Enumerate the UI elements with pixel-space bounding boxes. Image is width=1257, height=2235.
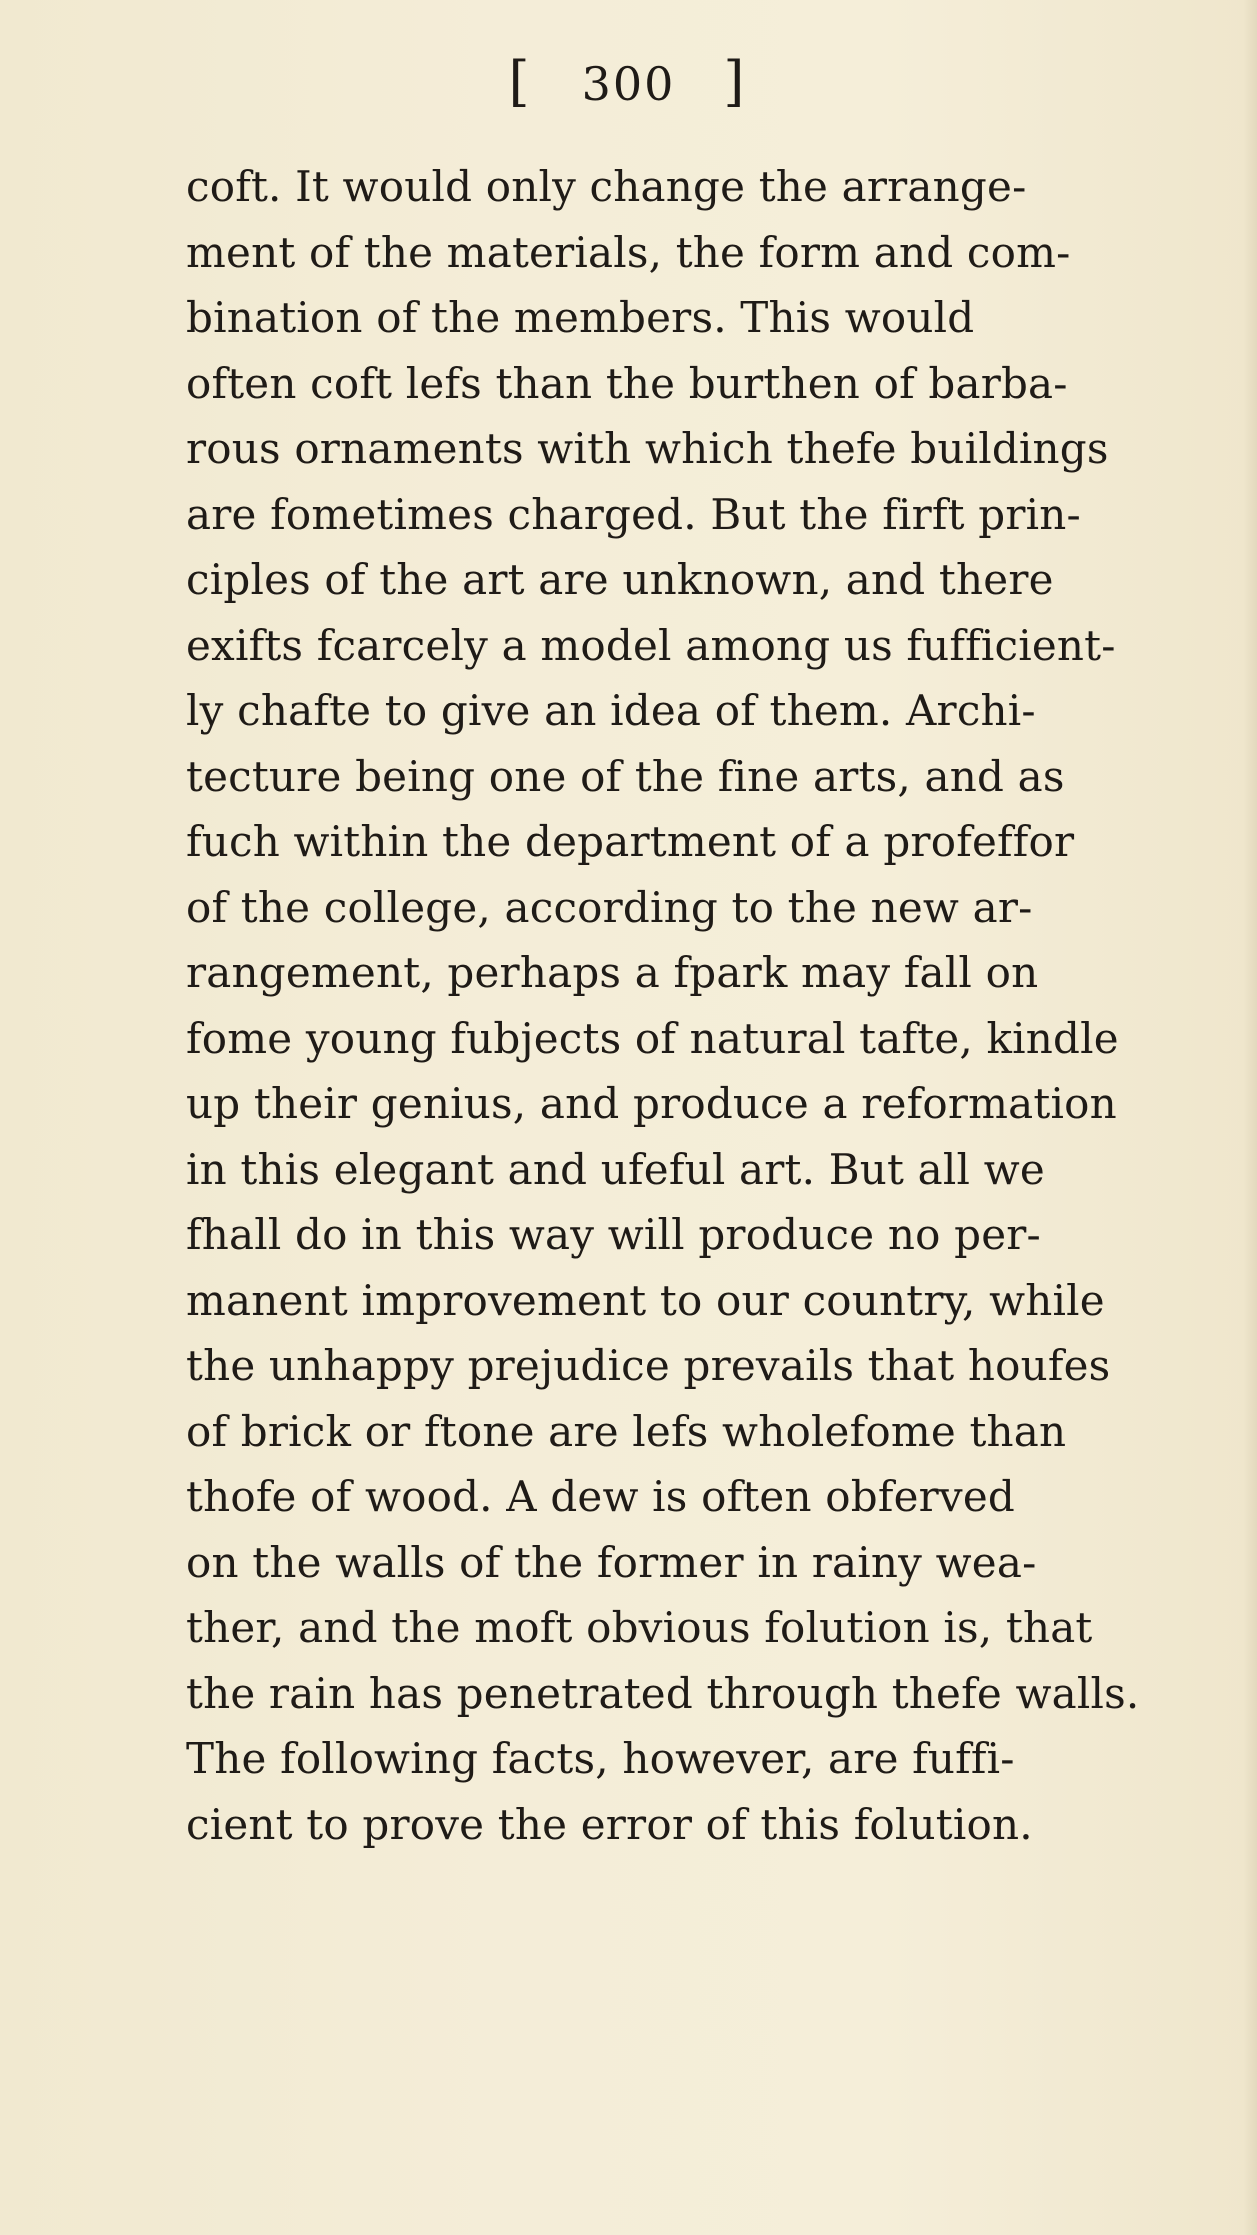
- text-line: the unhappy prejudice prevails that houfes: [186, 1341, 1111, 1390]
- text-line: rous ornaments with which thefe buildings: [186, 424, 1109, 473]
- text-line: fuch within the department of a profeffor: [186, 817, 1075, 866]
- page-number: 300: [581, 57, 676, 111]
- text-line: ly chafte to give an idea of them. Archi-: [186, 686, 1036, 735]
- text-line: of the college, according to the new ar-: [186, 882, 1033, 932]
- bracket-close: ]: [723, 50, 749, 113]
- page-header: [0, 52, 1257, 114]
- text-line: the rain has penetrated through thefe walls.: [186, 1668, 1140, 1718]
- text-line: The following facts, however, are fuffi-: [186, 1734, 1015, 1783]
- bracket-open: [: [508, 50, 534, 113]
- body-text: [186, 154, 1186, 1857]
- text-line: fome young fubjects of natural tafte, kindle: [186, 1013, 1119, 1063]
- text-line: fhall do in this way will produce no per-: [186, 1210, 1041, 1259]
- page-edge-shadow: [1243, 0, 1257, 2235]
- text-line: ciples of the art are unknown, and there: [186, 555, 1054, 604]
- text-line: ther, and the moft obvious folution is, that: [186, 1603, 1093, 1652]
- text-line: often coft lefs than the burthen of barba-: [186, 358, 1068, 408]
- text-line: bination of the members. This would: [186, 293, 975, 342]
- text-line: rangement, perhaps a fpark may fall on: [186, 948, 1039, 997]
- text-line: manent improvement to our country, while: [186, 1275, 1105, 1325]
- text-line: cient to prove the error of this folution.: [186, 1799, 1033, 1849]
- text-line: ment of the materials, the form and com-: [186, 227, 1071, 277]
- text-line: of brick or ftone are lefs wholefome than: [186, 1406, 1067, 1456]
- text-line: on the walls of the former in rainy wea-: [186, 1537, 1037, 1587]
- text-line: coft. It would only change the arrange-: [186, 162, 1027, 211]
- text-line: up their genius, and produce a reformation: [186, 1079, 1117, 1128]
- text-line: exifts fcarcely a model among us fufficient-: [186, 620, 1116, 670]
- text-line: thofe of wood. A dew is often obferved: [186, 1472, 1015, 1521]
- text-line: tecture being one of the fine arts, and as: [186, 751, 1065, 801]
- text-line: in this elegant and ufeful art. But all we: [186, 1144, 1045, 1194]
- text-line: are fometimes charged. But the firft prin-: [186, 489, 1081, 539]
